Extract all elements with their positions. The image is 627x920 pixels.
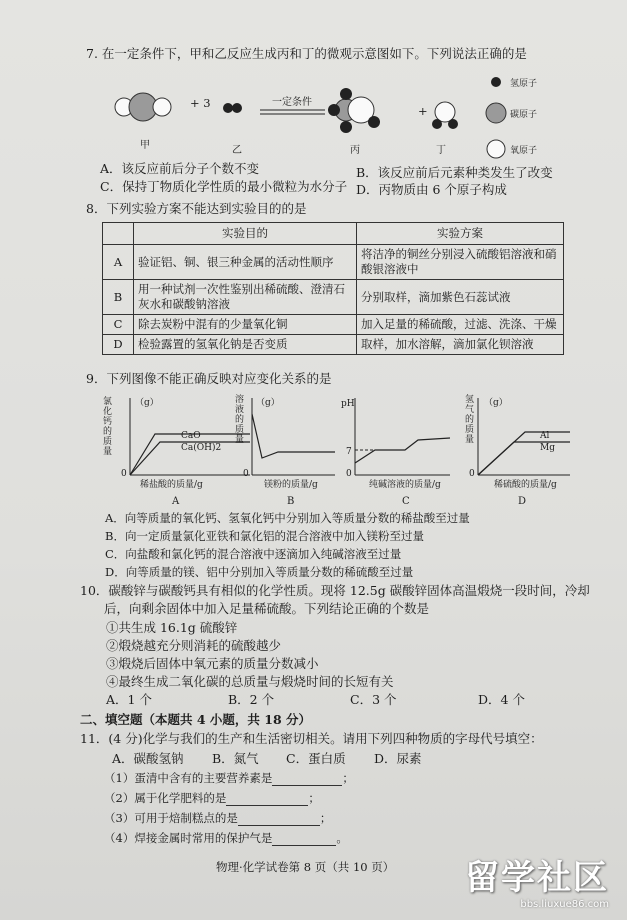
answer-line[interactable] [272, 773, 342, 786]
graph-c-ylabel: pH [341, 399, 355, 409]
q11-choice-a: A．碳酸氢钠 [112, 751, 184, 766]
section-title: 二、填空题（本题共 4 小题，共 18 分） [80, 712, 312, 727]
header-purpose: 实验目的 [134, 223, 357, 245]
legend-o-atom [487, 140, 505, 158]
q8-stem: 8．下列实验方案不能达到实验目的的是 [86, 201, 307, 216]
row-label: B [103, 280, 134, 315]
row-label: C [103, 315, 134, 335]
q7-option-b: B．该反应前后元素种类发生了改变 [356, 165, 553, 180]
label-ding: 丁 [436, 145, 446, 156]
legend-h-label: 氢原子 [510, 79, 538, 89]
q9-stem: 9．下列图像不能正确反映对应变化关系的是 [86, 371, 332, 386]
graph-d-yunit: （g） [484, 398, 508, 408]
header-plan: 实验方案 [357, 223, 564, 245]
graph-d-al-label: Al [540, 431, 550, 441]
molecule-bing [328, 88, 380, 133]
graph-a-ylabel: 氯化钙的质量 [103, 397, 113, 457]
graph-a-caoh2-label: Ca(OH)2 [181, 443, 222, 453]
q11-blank-3-text: （3）可用于焙制糕点的是 [104, 811, 238, 825]
watermark-title: 留学社区 [465, 858, 609, 898]
row-plan: 加入足量的稀硫酸，过滤、洗涤、干燥 [357, 315, 564, 335]
graph-d-curve-mg [478, 442, 570, 475]
graph-d-origin: 0 [469, 469, 475, 479]
graph-d-mg-label: Mg [540, 443, 555, 453]
row-plan: 取样，加水溶解，滴加氯化钡溶液 [357, 335, 564, 355]
label-yi: 乙 [232, 145, 242, 156]
label-jia: 甲 [140, 140, 150, 151]
graph-c-curve [355, 438, 450, 463]
graph-b-yunit: （g） [256, 398, 280, 408]
graph-d-curve-al [478, 432, 570, 475]
row-purpose: 检验露置的氢氧化钠是否变质 [134, 335, 357, 355]
q7-option-c: C．保持丁物质化学性质的最小微粒为水分子 [100, 179, 348, 194]
graph-c [355, 398, 450, 475]
graph-d-ylabel: 氢气的质量 [465, 395, 475, 445]
graph-b-curve [252, 414, 335, 458]
graph-a-origin: 0 [121, 469, 127, 479]
q10-option-b: B．2 个 [228, 692, 275, 707]
q10-option-c: C．3 个 [350, 692, 397, 707]
q11-choice-c: C．蛋白质 [286, 751, 346, 766]
q10-option-a: A．1 个 [106, 692, 152, 707]
legend-c-atom [486, 103, 506, 123]
graph-b-letter: B [287, 496, 295, 507]
row-plan: 分别取样，滴加紫色石蕊试液 [357, 280, 564, 315]
graph-b-ylabel: 溶液的质量 [235, 395, 245, 445]
row-purpose: 用一种试剂一次性鉴别出稀硫酸、澄清石灰水和碳酸钠溶液 [134, 280, 357, 315]
q9-option-d: D．向等质量的镁、铝中分别加入等质量分数的稀硫酸至过量 [105, 565, 414, 579]
table-row [103, 335, 564, 355]
graph-c-letter: C [402, 496, 410, 507]
q9-option-a: A．向等质量的氧化钙、氢氧化钙中分别加入等质量分数的稀盐酸至过量 [105, 511, 470, 525]
q11-blank-1-end: ； [342, 771, 354, 785]
row-label: D [103, 335, 134, 355]
graph-c-origin: 0 [346, 469, 352, 479]
q10-item-2: ②煅烧越充分则消耗的硫酸越少 [106, 638, 282, 653]
legend-c-label: 碳原子 [510, 110, 538, 120]
reaction-coefficient: + 3 [190, 96, 211, 110]
molecule-jia [115, 93, 171, 121]
legend-o-label: 氧原子 [510, 146, 538, 156]
row-purpose: 验证铝、铜、银三种金属的活动性顺序 [134, 245, 357, 280]
q11-blank-4-text: （4）焊接金属时常用的保护气是 [104, 831, 273, 845]
q10-stem-line2: 后，向剩余固体中加入足量稀硫酸。下列结论正确的个数是 [104, 601, 430, 616]
q11-blank-3-end: ； [319, 811, 332, 825]
table-row [103, 280, 564, 315]
reaction-condition: 一定条件 [272, 97, 312, 108]
molecule-ding [432, 102, 458, 129]
table-row [103, 245, 564, 280]
q11-blank-3 [104, 810, 331, 826]
reaction-plus: + [418, 104, 428, 118]
answer-line[interactable] [226, 793, 308, 806]
table-row [103, 315, 564, 335]
table-header-row [103, 223, 564, 245]
graph-a-xlabel: 稀盐酸的质量/g [140, 480, 203, 490]
q10-item-3: ③煅烧后固体中氧元素的质量分数减小 [106, 656, 319, 671]
q10-stem-line1: 10．碳酸锌与碳酸钙具有相似的化学性质。现将 12.5g 碳酸锌固体高温煅烧一段时间，冷却 [80, 583, 590, 598]
graph-a-cao-label: CaO [181, 431, 201, 441]
watermark-logo [465, 850, 609, 910]
q7-option-d: D．丙物质由 6 个原子构成 [356, 182, 507, 197]
row-plan: 将洁净的铜丝分别浸入硫酸铝溶液和硝酸银溶液中 [357, 245, 564, 280]
graph-c-xlabel: 纯碱溶液的质量/g [369, 480, 441, 490]
answer-line[interactable] [272, 833, 336, 846]
graph-b-origin: 0 [243, 469, 249, 479]
q11-blank-1 [104, 770, 354, 786]
graph-d-xlabel: 稀硫酸的质量/g [494, 480, 557, 490]
graph-b-xlabel: 镁粉的质量/g [264, 480, 318, 490]
q11-blank-2-end: ； [308, 791, 320, 805]
legend-h-atom [491, 77, 501, 87]
molecule-yi [223, 103, 242, 113]
q10-item-1: ①共生成 16.1g 硫酸锌 [106, 620, 238, 635]
answer-line[interactable] [238, 813, 320, 826]
q11-choice-b: B．氮气 [212, 751, 259, 766]
q11-blank-2-text: （2）属于化学肥料的是 [104, 791, 227, 805]
q9-option-b: B．向一定质量氯化亚铁和氯化铝的混合溶液中加入镁粉至过量 [105, 529, 424, 543]
q10-item-4: ④最终生成二氧化碳的总质量与煅烧时间的长短有关 [106, 674, 394, 689]
graph-d-letter: D [518, 496, 527, 507]
label-bing: 丙 [350, 145, 360, 156]
page-footer: 物理·化学试卷第 8 页（共 10 页） [216, 860, 395, 874]
q10-option-d: D．4 个 [478, 692, 525, 707]
graph-a-yunit: （g） [135, 398, 159, 408]
q11-blank-4 [104, 830, 348, 846]
q11-choice-d: D．尿素 [374, 751, 422, 766]
q7-option-a: A．该反应前后分子个数不变 [100, 161, 260, 176]
watermark-url: bbs.liuxue86.com [520, 899, 609, 910]
row-purpose: 除去炭粉中混有的少量氧化铜 [134, 315, 357, 335]
graph-c-tick: 7 [346, 447, 352, 457]
q11-blank-1-text: （1）蛋清中含有的主要营养素是 [104, 771, 273, 785]
q11-blank-2 [104, 790, 320, 806]
q11-stem: 11．(4 分)化学与我们的生产和生活密切相关。请用下列四种物质的字母代号填空： [80, 731, 543, 746]
q11-blank-4-end: 。 [336, 831, 348, 845]
graph-a-letter: A [172, 496, 180, 507]
q7-stem: 7. 在一定条件下，甲和乙反应生成丙和丁的微观示意图如下。下列说法正确的是 [86, 46, 527, 61]
row-label: A [103, 245, 134, 280]
experiment-table [102, 222, 564, 355]
q9-option-c: C．向盐酸和氯化钙的混合溶液中逐滴加入纯碱溶液至过量 [105, 547, 402, 561]
